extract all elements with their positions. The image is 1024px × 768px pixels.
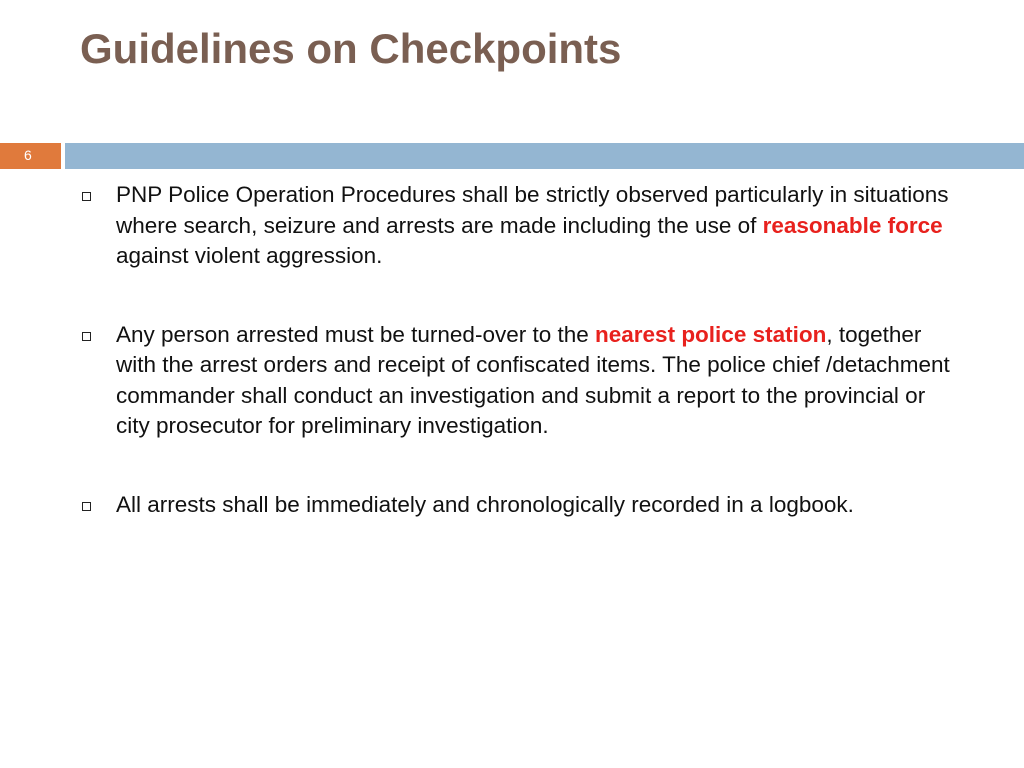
header-divider-bar bbox=[65, 143, 1024, 169]
bullet-highlight: reasonable force bbox=[762, 212, 943, 238]
square-bullet-icon bbox=[82, 502, 91, 511]
bullet-highlight: nearest police station bbox=[595, 321, 827, 347]
slide-title: Guidelines on Checkpoints bbox=[80, 25, 622, 72]
slide-number: 6 bbox=[24, 147, 32, 163]
bullet-list bbox=[78, 180, 958, 568]
bullet-text: All arrests shall be immediately and chronologically recorded in a logbook. bbox=[116, 491, 854, 517]
bullet-text: Any person arrested must be turned-over to the bbox=[116, 321, 596, 347]
bullet-item bbox=[78, 180, 958, 272]
bullet-text: PNP Police Operation Procedures shall be strictly observed particularly in situations where search, seizure and arrests are made including the use of bbox=[116, 182, 949, 238]
square-bullet-icon bbox=[82, 332, 91, 341]
bullet-text: , together with the arrest orders and receipt of confiscated items. The police chief /detachment commander shall conduct an investigation and submit a report to the provincial or city prosecutor for preliminary investigation. bbox=[116, 321, 950, 438]
square-bullet-icon bbox=[82, 192, 91, 201]
slide-number-badge bbox=[0, 143, 61, 169]
bullet-text: against violent aggression. bbox=[116, 243, 383, 268]
bullet-item bbox=[78, 490, 958, 521]
bullet-item bbox=[78, 320, 958, 442]
